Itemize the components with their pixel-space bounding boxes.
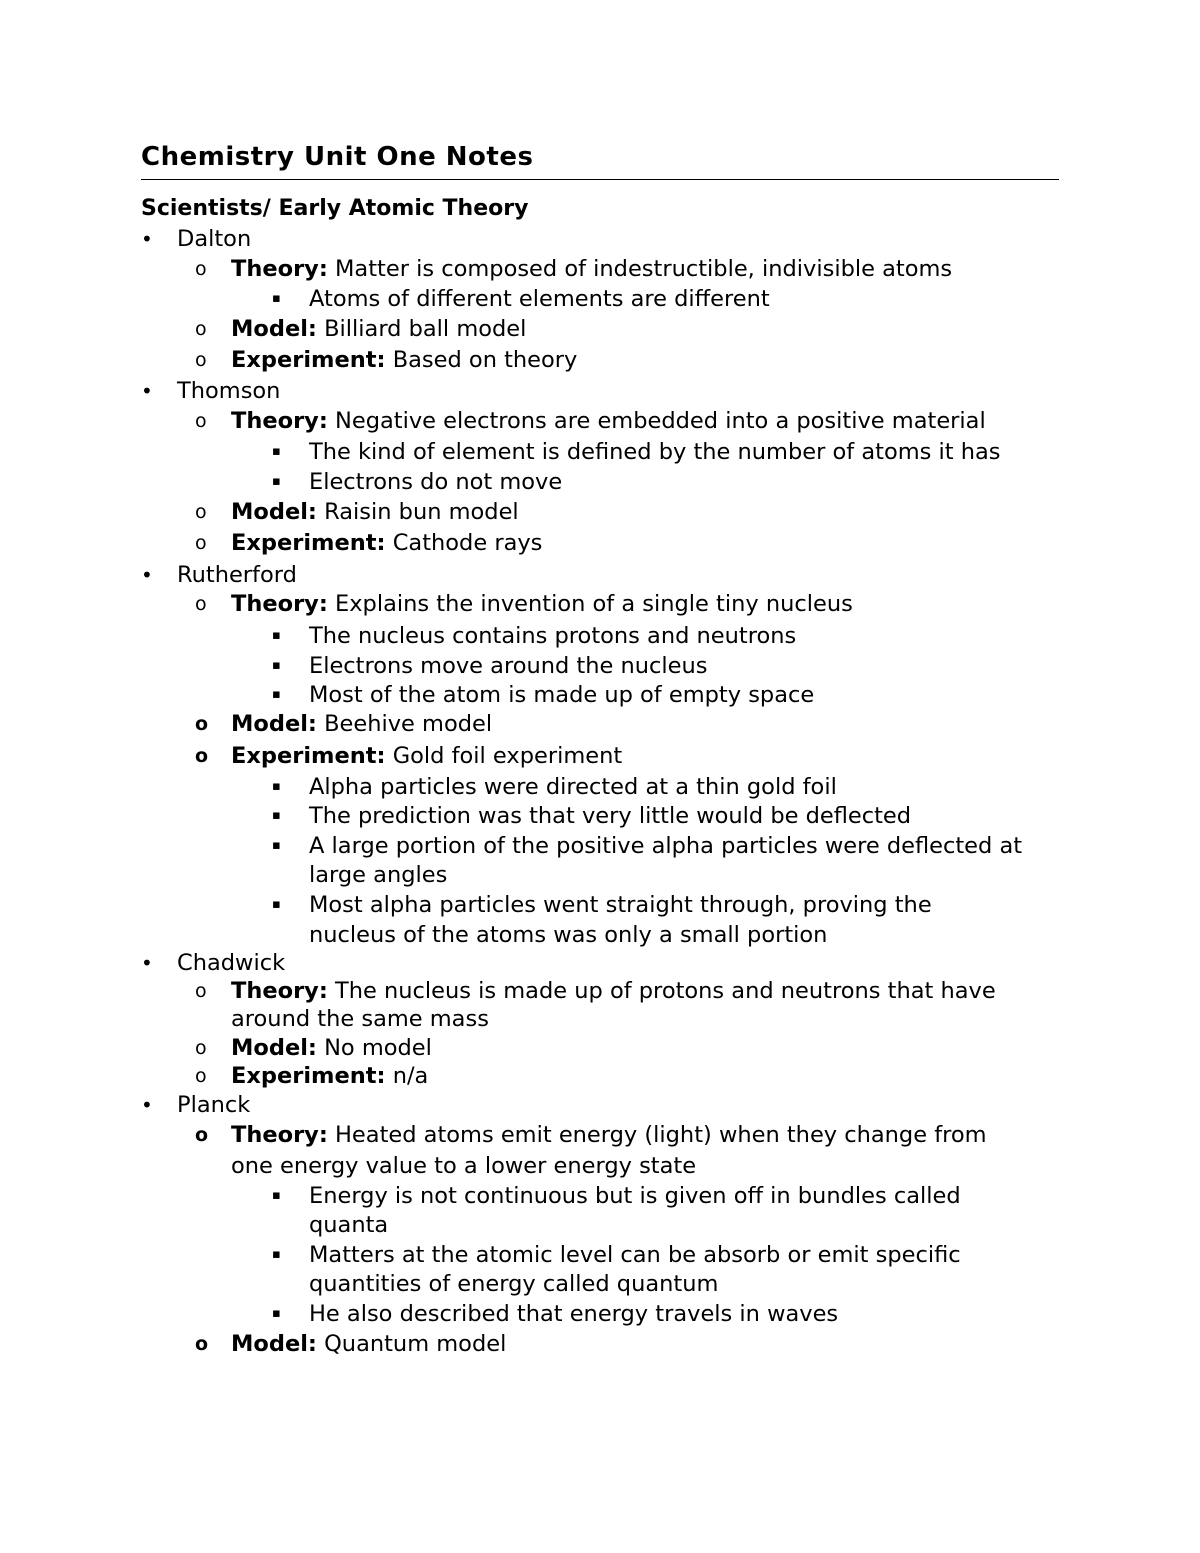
planck-theory-point-cont: quanta [309, 1212, 389, 1238]
bullet-level2: o [195, 1037, 207, 1059]
planck-theory-point: Matters at the atomic level can be absorb or emit specific [309, 1242, 961, 1268]
rutherford-theory-point: The nucleus contains protons and neutrons [309, 623, 797, 649]
rutherford-experiment: Experiment: Gold foil experiment [231, 743, 623, 769]
bullet-level1: • [141, 379, 153, 403]
bullet-level2: o [195, 318, 207, 340]
bullet-level3: ▪ [272, 628, 281, 643]
chadwick-experiment: Experiment: n/a [231, 1063, 429, 1089]
rutherford-experiment-point: Most alpha particles went straight through, proving the [309, 892, 932, 918]
thomson-model: Model: Raisin bun model [231, 499, 519, 525]
dalton-theory: Theory: Matter is composed of indestructible, indivisible atoms [231, 256, 953, 282]
title-underline [141, 179, 1059, 180]
scientist-planck: Planck [177, 1092, 251, 1118]
dalton-experiment: Experiment: Based on theory [231, 347, 578, 373]
chadwick-theory: Theory: The nucleus is made up of protons and neutrons that have [231, 978, 996, 1004]
bullet-level2: o [195, 593, 207, 615]
rutherford-model: Model: Beehive model [231, 711, 493, 737]
bullet-level2: o [195, 1065, 207, 1087]
planck-theory-cont: one energy value to a lower energy state [231, 1153, 697, 1179]
planck-theory-point: He also described that energy travels in waves [309, 1301, 839, 1327]
bullet-level2: o [195, 532, 207, 554]
dalton-model: Model: Billiard ball model [231, 316, 527, 342]
scientist-thomson: Thomson [177, 378, 281, 404]
bullet-level3: ▪ [272, 687, 281, 702]
rutherford-experiment-point-cont: large angles [309, 862, 448, 888]
page-title: Chemistry Unit One Notes [141, 142, 534, 172]
bullet-level2: o [195, 410, 207, 432]
rutherford-experiment-point: The prediction was that very little would be deflected [309, 803, 912, 829]
bullet-level1: • [141, 1093, 153, 1117]
planck-theory: Theory: Heated atoms emit energy (light) when they change from [231, 1122, 987, 1148]
bullet-level3: ▪ [272, 291, 281, 306]
bullet-level1: • [141, 563, 153, 587]
bullet-level2: o [195, 745, 209, 767]
bullet-level3: ▪ [272, 474, 281, 489]
bullet-level3: ▪ [272, 1188, 281, 1203]
thomson-theory-point: Electrons do not move [309, 469, 563, 495]
planck-model: Model: Quantum model [231, 1331, 507, 1357]
planck-theory-point: Energy is not continuous but is given off in bundles called [309, 1183, 961, 1209]
bullet-level2: o [195, 1333, 209, 1355]
bullet-level2: o [195, 980, 207, 1002]
thomson-experiment: Experiment: Cathode rays [231, 530, 543, 556]
bullet-level2: o [195, 349, 207, 371]
rutherford-theory-point: Electrons move around the nucleus [309, 653, 708, 679]
bullet-level2: o [195, 501, 207, 523]
thomson-theory-point: The kind of element is defined by the number of atoms it has [309, 439, 1001, 465]
scientist-rutherford: Rutherford [177, 562, 297, 588]
rutherford-experiment-point: A large portion of the positive alpha particles were deflected at [309, 833, 1023, 859]
bullet-level3: ▪ [272, 897, 281, 912]
bullet-level2: o [195, 713, 209, 735]
bullet-level3: ▪ [272, 838, 281, 853]
bullet-level3: ▪ [272, 658, 281, 673]
bullet-level3: ▪ [272, 444, 281, 459]
bullet-level3: ▪ [272, 808, 281, 823]
bullet-level2: o [195, 258, 207, 280]
bullet-level3: ▪ [272, 779, 281, 794]
bullet-level3: ▪ [272, 1306, 281, 1321]
rutherford-theory-point: Most of the atom is made up of empty space [309, 682, 815, 708]
bullet-level3: ▪ [272, 1247, 281, 1262]
section-heading: Scientists/ Early Atomic Theory [141, 196, 529, 221]
thomson-theory: Theory: Negative electrons are embedded into a positive material [231, 408, 986, 434]
chadwick-theory-cont: around the same mass [231, 1006, 489, 1032]
planck-theory-point-cont: quantities of energy called quantum [309, 1271, 719, 1297]
dalton-theory-point: Atoms of different elements are different [309, 286, 770, 312]
rutherford-theory: Theory: Explains the invention of a single tiny nucleus [231, 591, 853, 617]
rutherford-experiment-point-cont: nucleus of the atoms was only a small portion [309, 922, 828, 948]
bullet-level2: o [195, 1124, 209, 1146]
bullet-level1: • [141, 951, 153, 975]
scientist-chadwick: Chadwick [177, 950, 286, 976]
rutherford-experiment-point: Alpha particles were directed at a thin gold foil [309, 774, 837, 800]
scientist-dalton: Dalton [177, 226, 252, 252]
bullet-level1: • [141, 227, 153, 251]
chadwick-model: Model: No model [231, 1035, 432, 1061]
